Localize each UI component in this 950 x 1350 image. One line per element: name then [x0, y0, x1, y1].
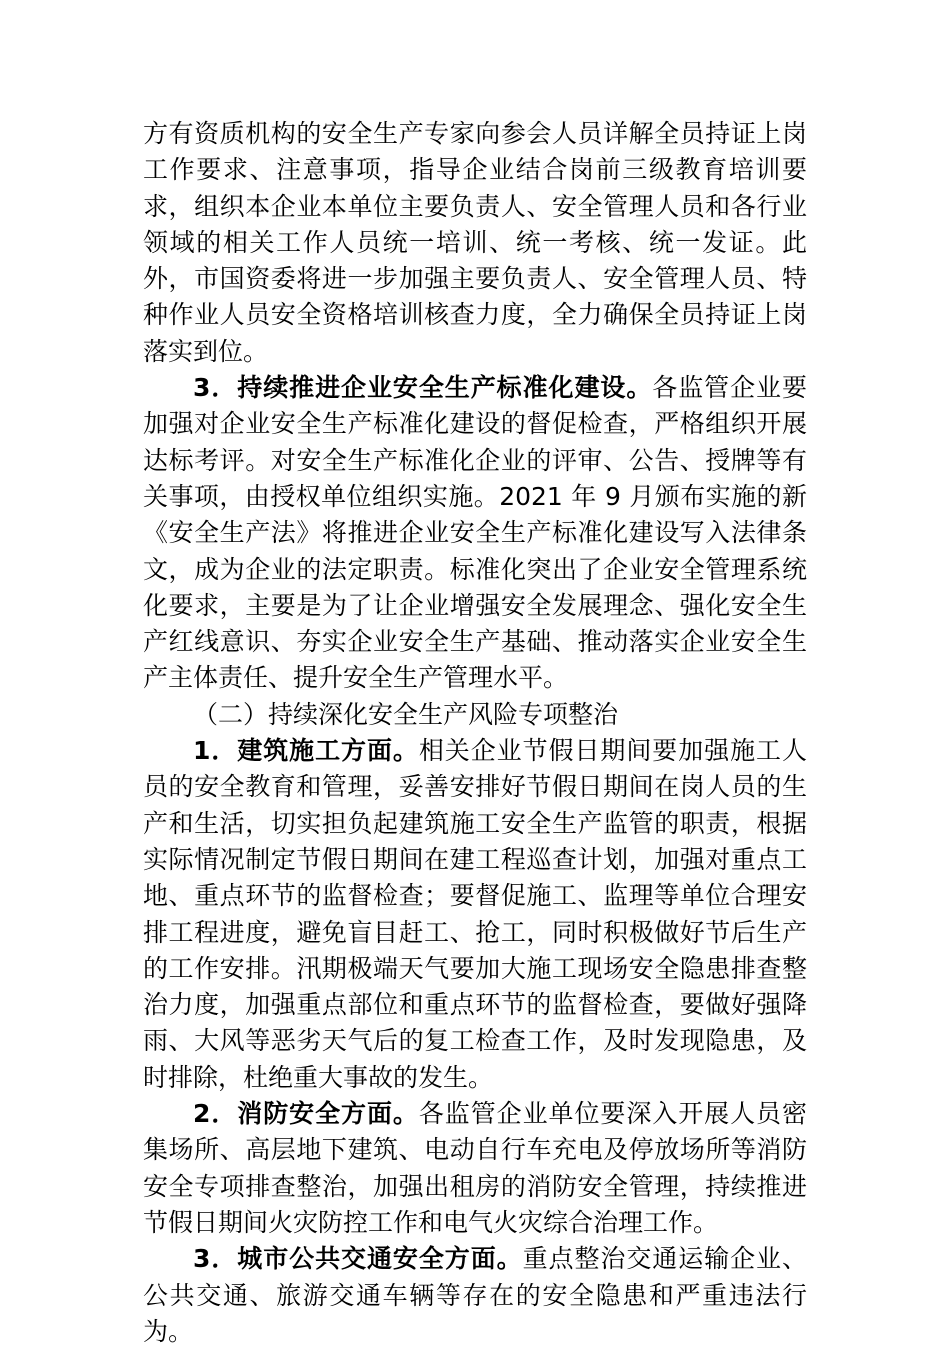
paragraph-body: 各监管企业单位要深入开展人员密集场所、高层地下建筑、电动自行车充电及停放场所等消防安全专项排查整治，加强出租房的消防安全管理，持续推进节假日期间火灾防控工作和电气火灾综合治理工作。	[143, 1099, 807, 1237]
paragraph-continuation	[143, 116, 807, 370]
paragraph-body: 相关企业节假日期间要加强施工人员的安全教育和管理，妥善安排好节假日期间在岗人员的生产和生活，切实担负起建筑施工安全生产监管的职责，根据实际情况制定节假日期间在建工程巡查计划，加强对重点工地、重点环节的监督检查；要督促施工、监理等单位合理安排工程进度，避免盲目赶工、抢工，同时积极做好节后生产的工作安排。汛期极端天气要加大施工现场安全隐患排查整治力度，加强重点部位和重点环节的监督检查，要做好强降雨、大风等恶劣天气后的复工检查工作，及时发现隐患，及时排除，杜绝重大事故的发生。	[143, 736, 807, 1092]
section-heading-text: （二）持续深化安全生产风险专项整治	[193, 699, 619, 729]
paragraph-fire-safety	[143, 1096, 807, 1241]
paragraph-body: 各监管企业要加强对企业安全生产标准化建设的督促检查，严格组织开展达标考评。对安全生产标准化企业的评审、公告、授牌等有关事项，由授权单位组织实施。2021 年 9 月颁布实施的新《安全生产法》将推进企业安全生产标准化建设写入法律条文，成为企业的法定职责。标准化突出了企业安全管理系统化要求，主要是为了让企业增强安全发展理念、强化安全生产红线意识、夯实企业安全生产基础、推动落实企业安全生产主体责任、提升安全生产管理水平。	[143, 373, 807, 693]
paragraph-standardization	[143, 370, 807, 697]
paragraph-lead: 1．建筑施工方面。	[193, 736, 419, 766]
paragraph-lead: 3．城市公共交通安全方面。	[193, 1244, 523, 1274]
paragraph-body: 重点整治交通运输企业、公共交通、旅游交通车辆等存在的安全隐患和严重违法行为。	[143, 1244, 807, 1346]
paragraph-construction	[143, 733, 807, 1096]
paragraph-lead: 3．持续推进企业安全生产标准化建设。	[193, 373, 653, 403]
section-heading	[143, 697, 807, 733]
paragraph-body: 方有资质机构的安全生产专家向参会人员详解全员持证上岗工作要求、注意事项，指导企业结合岗前三级教育培训要求，组织本企业本单位主要负责人、安全管理人员和各行业领域的相关工作人员统一培训、统一考核、统一发证。此外，市国资委将进一步加强主要负责人、安全管理人员、特种作业人员安全资格培训核查力度，全力确保全员持证上岗落实到位。	[143, 119, 807, 366]
document-page	[143, 116, 807, 1350]
paragraph-lead: 2．消防安全方面。	[193, 1099, 419, 1129]
paragraph-public-transport	[143, 1241, 807, 1350]
